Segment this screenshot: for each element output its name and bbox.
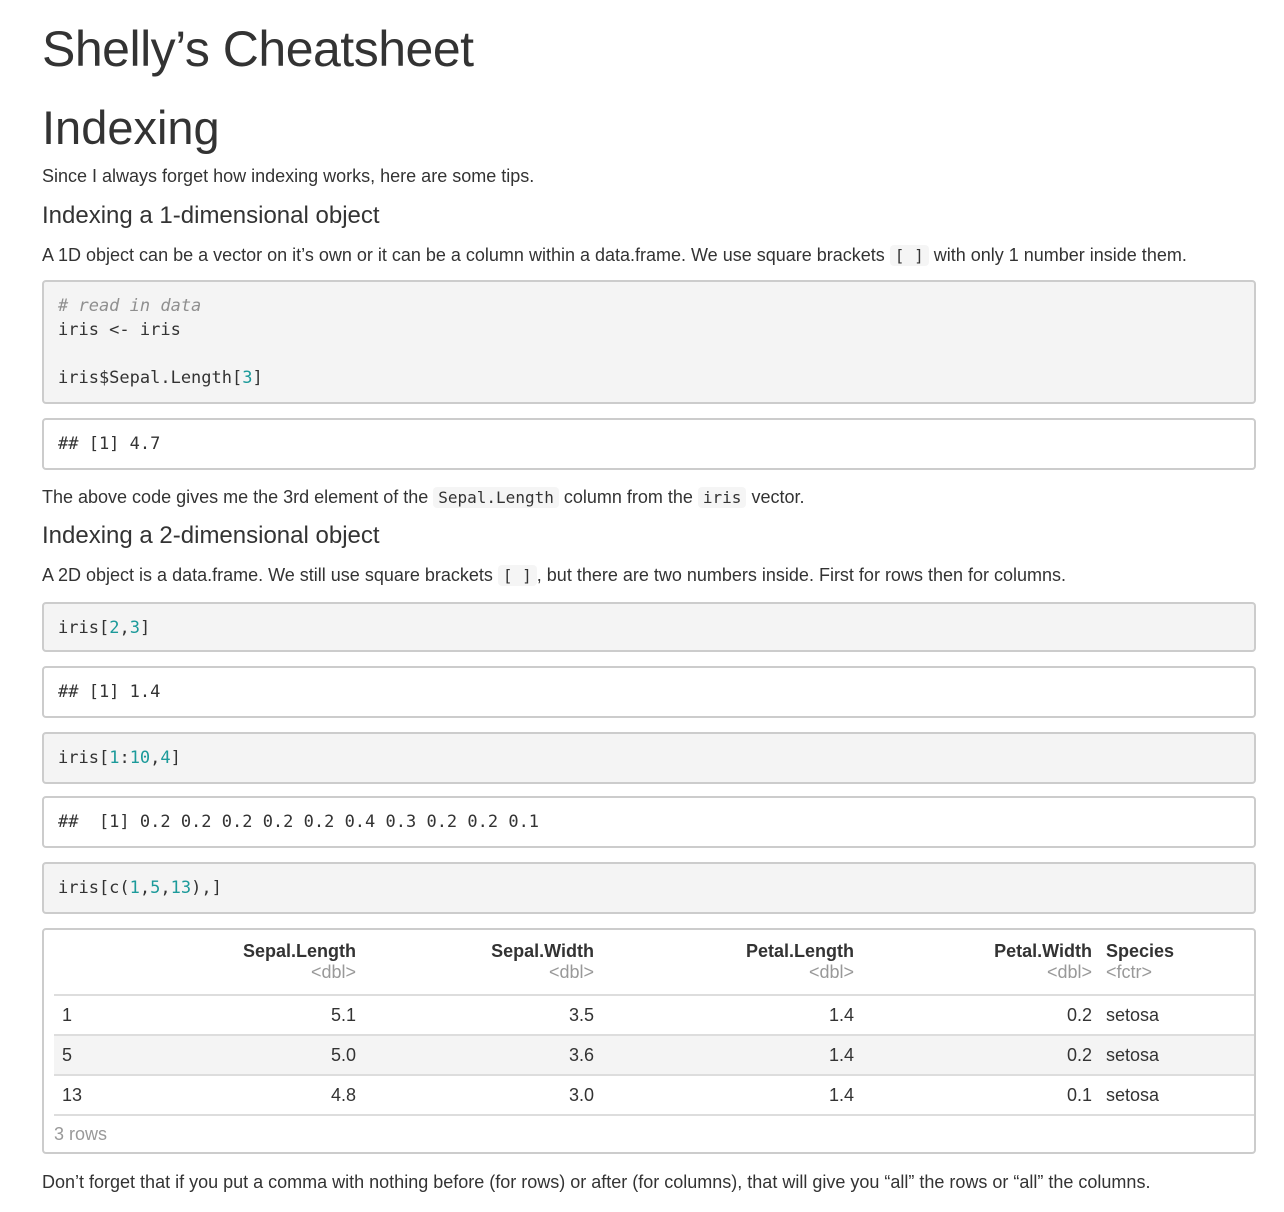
column-header-petal-width[interactable]: Petal.Width <box>994 941 1092 961</box>
code-block-iris-range[interactable] <box>42 732 1256 784</box>
inline-code-sepal-length: Sepal.Length <box>433 487 559 508</box>
paragraph-text: A 1D object can be a vector on it’s own or it can be a column within a data.frame. We use square brackets <box>42 245 890 265</box>
intro-text: Since I always forget how indexing works, here are some tips. <box>42 166 535 186</box>
paragraph-2d <box>42 563 1066 588</box>
output-block-2[interactable]: ## [1] 1.4 <box>42 666 1256 718</box>
code-token: , <box>150 748 161 768</box>
table-cell: 1.4 <box>594 995 854 1035</box>
data-table <box>54 934 1254 1116</box>
table-cell: 3.6 <box>356 1035 594 1075</box>
column-header-rowname <box>54 934 152 962</box>
code-number: 10 <box>129 748 151 768</box>
code-token: iris[c( <box>58 878 130 898</box>
table-cell: 0.1 <box>854 1075 1092 1115</box>
code-block-read-data[interactable] <box>42 280 1256 404</box>
code-token: , <box>160 878 171 898</box>
paragraph-text: A 2D object is a data.frame. We still use square brackets <box>42 565 498 585</box>
paragraph-text: , but there are two numbers inside. First for rows then for columns. <box>536 565 1067 585</box>
code-number: 5 <box>150 878 161 898</box>
column-header-species[interactable]: Species <box>1106 941 1175 961</box>
code-token: ),] <box>191 878 222 898</box>
column-header-sepal-width[interactable]: Sepal.Width <box>491 941 594 961</box>
table-cell: 3.0 <box>356 1075 594 1115</box>
code-comment: # read in data <box>58 296 202 316</box>
table-cell: 0.2 <box>854 995 1092 1035</box>
paragraph-1d <box>42 243 1187 268</box>
table-cell: setosa <box>1092 1075 1254 1115</box>
code-token: , <box>119 618 130 638</box>
table-cell: 1 <box>54 995 152 1035</box>
code-token: ] <box>252 368 263 388</box>
table-cell: 4.8 <box>152 1075 356 1115</box>
code-number: 1 <box>109 748 120 768</box>
data-frame-output[interactable] <box>42 928 1256 1154</box>
code-token: iris[ <box>58 618 110 638</box>
footer-note: Don’t forget that if you put a comma with nothing before (for rows) or after (for columns), that will give you “all” the rows or “all” the columns. <box>42 1172 1151 1192</box>
subheading-2d: Indexing a 2-dimensional object <box>42 522 380 549</box>
paragraph-explain <box>42 485 804 510</box>
column-type: <dbl> <box>152 962 356 995</box>
paragraph-text: column from the <box>558 487 698 507</box>
table-cell: 5 <box>54 1035 152 1075</box>
code-block-iris-c[interactable] <box>42 862 1256 914</box>
table-cell: 0.2 <box>854 1035 1092 1075</box>
inline-code-brackets: [ ] <box>890 245 929 266</box>
code-token: : <box>119 748 130 768</box>
code-token: , <box>139 878 151 898</box>
output-block-1[interactable]: ## [1] 4.7 <box>42 418 1256 470</box>
column-type: <fctr> <box>1092 962 1254 995</box>
code-line: iris <- iris <box>58 320 181 340</box>
table-cell: 1.4 <box>594 1075 854 1115</box>
section-title: Indexing <box>42 101 220 154</box>
table-row <box>54 1035 1254 1075</box>
table-cell: setosa <box>1092 995 1254 1035</box>
inline-code-brackets: [ ] <box>498 565 537 586</box>
code-token: iris$Sepal.Length[ <box>58 368 243 388</box>
column-header-sepal-length[interactable]: Sepal.Length <box>242 941 356 961</box>
paragraph-text: with only 1 number inside them. <box>928 245 1187 265</box>
table-cell: 5.1 <box>152 995 356 1035</box>
code-number: 13 <box>170 878 192 898</box>
code-token: iris[ <box>58 748 110 768</box>
paragraph-text: vector. <box>746 487 805 507</box>
code-token: ] <box>139 618 151 638</box>
table-cell: 1.4 <box>594 1035 854 1075</box>
code-number: 3 <box>129 618 140 638</box>
table-cell: setosa <box>1092 1035 1254 1075</box>
row-count: 3 rows <box>54 1124 108 1144</box>
column-type: <dbl> <box>594 962 854 995</box>
column-type <box>54 962 152 995</box>
output-block-3[interactable]: ## [1] 0.2 0.2 0.2 0.2 0.2 0.4 0.3 0.2 0.2 0.1 <box>42 796 1256 848</box>
code-number: 3 <box>242 368 253 388</box>
table-row <box>54 995 1254 1035</box>
code-block-iris-2-3[interactable] <box>42 602 1256 652</box>
code-number: 1 <box>129 878 140 898</box>
paragraph-text: The above code gives me the 3rd element of the <box>42 487 434 507</box>
table-cell: 5.0 <box>152 1035 356 1075</box>
column-type: <dbl> <box>854 962 1092 995</box>
inline-code-iris: iris <box>698 487 747 508</box>
column-header-petal-length[interactable]: Petal.Length <box>745 941 854 961</box>
column-type: <dbl> <box>356 962 594 995</box>
code-token: ] <box>170 748 181 768</box>
table-cell: 13 <box>54 1075 152 1115</box>
code-number: 4 <box>160 748 171 768</box>
table-cell: 3.5 <box>356 995 594 1035</box>
table-row <box>54 1075 1254 1115</box>
subheading-1d: Indexing a 1-dimensional object <box>42 202 380 229</box>
page-title: Shelly’s Cheatsheet <box>42 21 474 77</box>
code-number: 2 <box>109 618 120 638</box>
